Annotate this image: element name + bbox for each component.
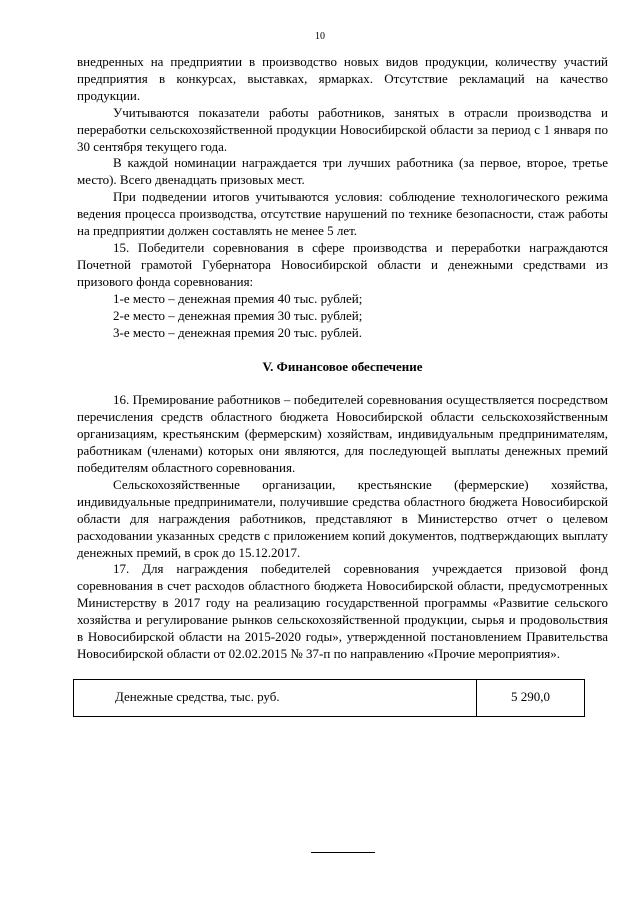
page-number: 10 bbox=[315, 31, 325, 42]
paragraph: При подведении итогов учитываются условия: соблюдение технологического режима ведения процесса производства, отсутствие нарушений по технике безопасности, стаж работы на предприятии должен составлять не менее 5 лет. bbox=[77, 189, 608, 239]
paragraph: Сельскохозяйственные организации, крестьянские (фермерские) хозяйства, индивидуальные предприниматели, получившие средства областного бюджета Новосибирской области для награждения работников, представляют в Министерство отчет о целевом расходовании указанных средств с приложением копий документов, подтверждающих выплату денежных премий, в срок до 15.12.2017. bbox=[77, 476, 608, 560]
top-paragraphs bbox=[77, 54, 608, 341]
fund-value-cell: 5 290,0 bbox=[477, 679, 585, 716]
fund-table-row bbox=[74, 679, 585, 716]
paragraph: 2-е место – денежная премия 30 тыс. рублей; bbox=[113, 307, 363, 323]
paragraph: 16. Премирование работников – победителей соревнования осуществляется посредством перечисления средств областного бюджета Новосибирской области сельскохозяйственным организациям, крестьянским (фермерским) хозяйствам, индивидуальным предпринимателям, работникам (членами) которых они являются, для последующей выплаты денежных премий победителям областного соревнования. bbox=[77, 392, 608, 476]
bottom-paragraphs bbox=[77, 392, 608, 663]
paragraph: 3-е место – денежная премия 20 тыс. рублей. bbox=[113, 324, 362, 340]
paragraph: 17. Для награждения победителей соревнования учреждается призовой фонд соревнования в счет расходов областного бюджета Новосибирской области, предусмотренных Министерству в 2017 году на реализацию государственной программы «Развитие сельского хозяйства и регулирование рынков сельскохозяйственной продукции, сырья и продовольствия в Новосибирской области на 2015-2020 годы», утвержденной постановлением Правительства Новосибирской области от 02.02.2015 № 37-п по направлению «Прочие мероприятия». bbox=[77, 561, 608, 661]
paragraph: 15. Победители соревнования в сфере производства и переработки награждаются Почетной грамотой Губернатора Новосибирской области и денежными средствами из призового фонда соревнования: bbox=[77, 239, 608, 289]
paragraph: Учитываются показатели работы работников, занятых в отрасли производства и переработки сельскохозяйственной продукции Новосибирской области за период с 1 января по 30 сентября текущего года. bbox=[77, 104, 608, 154]
fund-table bbox=[73, 679, 585, 717]
paragraph: В каждой номинации награждается три лучших работника (за первое, второе, третье место). Всего двенадцать призовых мест. bbox=[77, 155, 608, 188]
footer-rule bbox=[311, 852, 375, 853]
paragraph: 1-е место – денежная премия 40 тыс. рублей; bbox=[113, 290, 363, 306]
section-gap bbox=[77, 375, 608, 392]
paragraph: внедренных на предприятии в производство новых видов продукции, количеству участий предприятия в конкурсах, выставках, ярмарках. Отсутствие рекламаций на качество продукции. bbox=[77, 54, 608, 103]
section-heading: V. Финансовое обеспечение bbox=[262, 359, 423, 375]
fund-label-cell: Денежные средства, тыс. руб. bbox=[74, 679, 477, 716]
document-body bbox=[77, 54, 608, 717]
